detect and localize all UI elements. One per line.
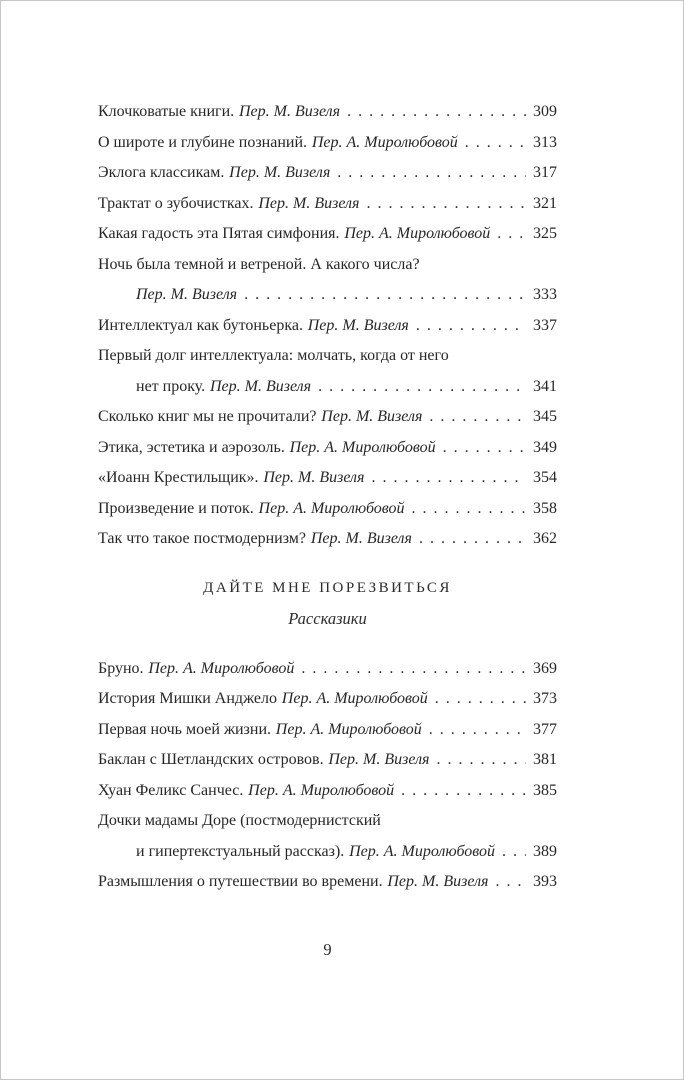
toc-line xyxy=(98,250,557,281)
entry-title: Размышления о путешествии во времени. xyxy=(98,873,383,890)
dot-leader xyxy=(401,776,526,807)
entry-translator: Пер. А. Миролюбовой xyxy=(281,690,428,707)
entry-title: О широте и глубине познаний. xyxy=(98,133,308,151)
page-number: 9 xyxy=(323,939,332,959)
entry-page-number: 385 xyxy=(533,781,557,799)
dot-leader xyxy=(337,158,526,189)
entry-title: Этика, эстетика и аэрозоль. xyxy=(98,438,285,456)
entry-translator: Пер. А. Миролюбовой xyxy=(258,499,405,517)
entry-page-number: 369 xyxy=(533,659,557,677)
entry-translator: Пер. А. Миролюбовой xyxy=(344,225,491,242)
entry-page-number: 345 xyxy=(533,408,557,425)
dot-leader xyxy=(318,372,526,403)
entry-page-number: 321 xyxy=(533,194,557,212)
entry-translator: Пер. А. Миролюбовой xyxy=(148,659,295,677)
entry-title: История Мишки Анджело xyxy=(98,690,277,707)
entry-page-number: 389 xyxy=(533,842,557,860)
dot-leader xyxy=(443,433,526,464)
entry-title: Клочковатые книги. xyxy=(98,103,235,120)
toc-line xyxy=(98,715,557,746)
entry-title: Ночь была темной и ветреной. А какого числа? xyxy=(98,255,420,273)
toc-line xyxy=(98,280,557,311)
entry-title: Эклога классикам. xyxy=(98,164,225,181)
toc-line xyxy=(98,806,557,837)
entry-title: Бруно. xyxy=(98,659,144,677)
toc-line xyxy=(98,745,557,776)
entry-title: нет проку. xyxy=(136,377,206,395)
toc-line xyxy=(98,219,557,250)
dot-leader xyxy=(244,280,526,311)
entry-title: Произведение и поток. xyxy=(98,499,254,517)
toc-line xyxy=(98,97,557,128)
dot-leader xyxy=(435,684,526,715)
toc-line xyxy=(98,128,557,159)
dot-leader xyxy=(495,867,526,898)
dot-leader xyxy=(419,524,526,555)
dot-leader xyxy=(416,311,526,342)
entry-page-number: 373 xyxy=(533,690,557,707)
entry-translator: Пер. М. Визеля xyxy=(328,751,430,768)
toc-line xyxy=(98,311,557,342)
entry-translator: Пер. А. Миролюбовой xyxy=(289,438,436,456)
section-heading xyxy=(98,573,557,634)
entry-page-number: 354 xyxy=(533,469,557,486)
entry-page-number: 333 xyxy=(533,286,557,303)
toc-line xyxy=(98,158,557,189)
entry-page-number: 393 xyxy=(533,873,557,890)
entry-translator: Пер. М. Визеля xyxy=(307,316,409,334)
dot-leader xyxy=(412,494,526,525)
entry-page-number: 325 xyxy=(533,225,557,242)
entry-page-number: 313 xyxy=(533,133,557,151)
entry-translator: Пер. М. Визеля xyxy=(387,873,489,890)
entry-title: Первый долг интеллектуала: молчать, когда от него xyxy=(98,347,449,364)
entry-translator: Пер. М. Визеля xyxy=(238,103,341,120)
entry-translator: Пер. А. Миролюбовой xyxy=(275,720,422,738)
entry-title: Какая гадость эта Пятая симфония. xyxy=(98,225,340,242)
entry-translator: Пер. М. Визеля xyxy=(258,194,360,212)
dot-leader xyxy=(347,97,526,128)
dot-leader xyxy=(371,463,526,494)
section-title: ДАЙТЕ МНЕ ПОРЕЗВИТЬСЯ xyxy=(203,579,452,596)
entry-translator: Пер. М. Визеля xyxy=(136,286,238,303)
entry-translator: Пер. М. Визеля xyxy=(321,408,423,425)
toc-line xyxy=(98,524,557,555)
entry-title: Интеллектуал как бутоньерка. xyxy=(98,316,303,334)
dot-leader xyxy=(497,219,526,250)
toc-line xyxy=(98,341,557,372)
entry-title: «Иоанн Крестильщик». xyxy=(98,469,259,486)
entry-title: Хуан Феликс Санчес. xyxy=(98,781,244,799)
toc-line xyxy=(98,433,557,464)
toc-line xyxy=(98,494,557,525)
toc-line xyxy=(98,463,557,494)
toc-stories-list xyxy=(98,654,557,898)
entry-translator: Пер. А. Миролюбовой xyxy=(248,781,395,799)
entry-page-number: 381 xyxy=(533,751,557,768)
entry-title: Сколько книг мы не прочитали? xyxy=(98,408,317,425)
entry-page-number: 358 xyxy=(533,499,557,517)
entry-page-number: 349 xyxy=(533,438,557,456)
toc-line xyxy=(98,867,557,898)
entry-page-number: 362 xyxy=(533,530,557,547)
dot-leader xyxy=(465,128,526,159)
entry-title: Первая ночь моей жизни. xyxy=(98,720,271,738)
dot-leader xyxy=(429,715,526,746)
entry-title: Дочки мадамы Доре (постмодернистский xyxy=(98,812,381,829)
dot-leader xyxy=(301,654,526,685)
entry-title: Трактат о зубочистках. xyxy=(98,194,254,212)
dot-leader xyxy=(436,745,526,776)
entry-page-number: 377 xyxy=(533,720,557,738)
entry-title: и гипертекстуальный рассказ). xyxy=(136,842,345,860)
toc-line xyxy=(98,654,557,685)
section-subtitle: Рассказики xyxy=(288,608,367,628)
toc-line xyxy=(98,189,557,220)
dot-leader xyxy=(366,189,526,220)
toc-line xyxy=(98,776,557,807)
entry-translator: Пер. М. Визеля xyxy=(209,377,312,395)
entry-page-number: 309 xyxy=(533,103,557,120)
dot-leader xyxy=(502,837,526,868)
entry-translator: Пер. М. Визеля xyxy=(310,530,412,547)
entry-translator: Пер. М. Визеля xyxy=(263,469,365,486)
entry-translator: Пер. А. Миролюбовой xyxy=(349,842,496,860)
toc-line xyxy=(98,402,557,433)
entry-page-number: 317 xyxy=(533,164,557,181)
entry-translator: Пер. М. Визеля xyxy=(229,164,331,181)
entry-title: Так что такое постмодернизм? xyxy=(98,530,307,547)
toc-line xyxy=(98,372,557,403)
entry-page-number: 341 xyxy=(533,377,557,395)
entry-translator: Пер. А. Миролюбовой xyxy=(311,133,458,151)
toc-essays-list xyxy=(98,97,557,555)
entry-title: Баклан с Шетландских островов. xyxy=(98,751,324,768)
entry-page-number: 337 xyxy=(533,316,557,334)
dot-leader xyxy=(429,402,526,433)
toc-line xyxy=(98,837,557,868)
toc-line xyxy=(98,684,557,715)
